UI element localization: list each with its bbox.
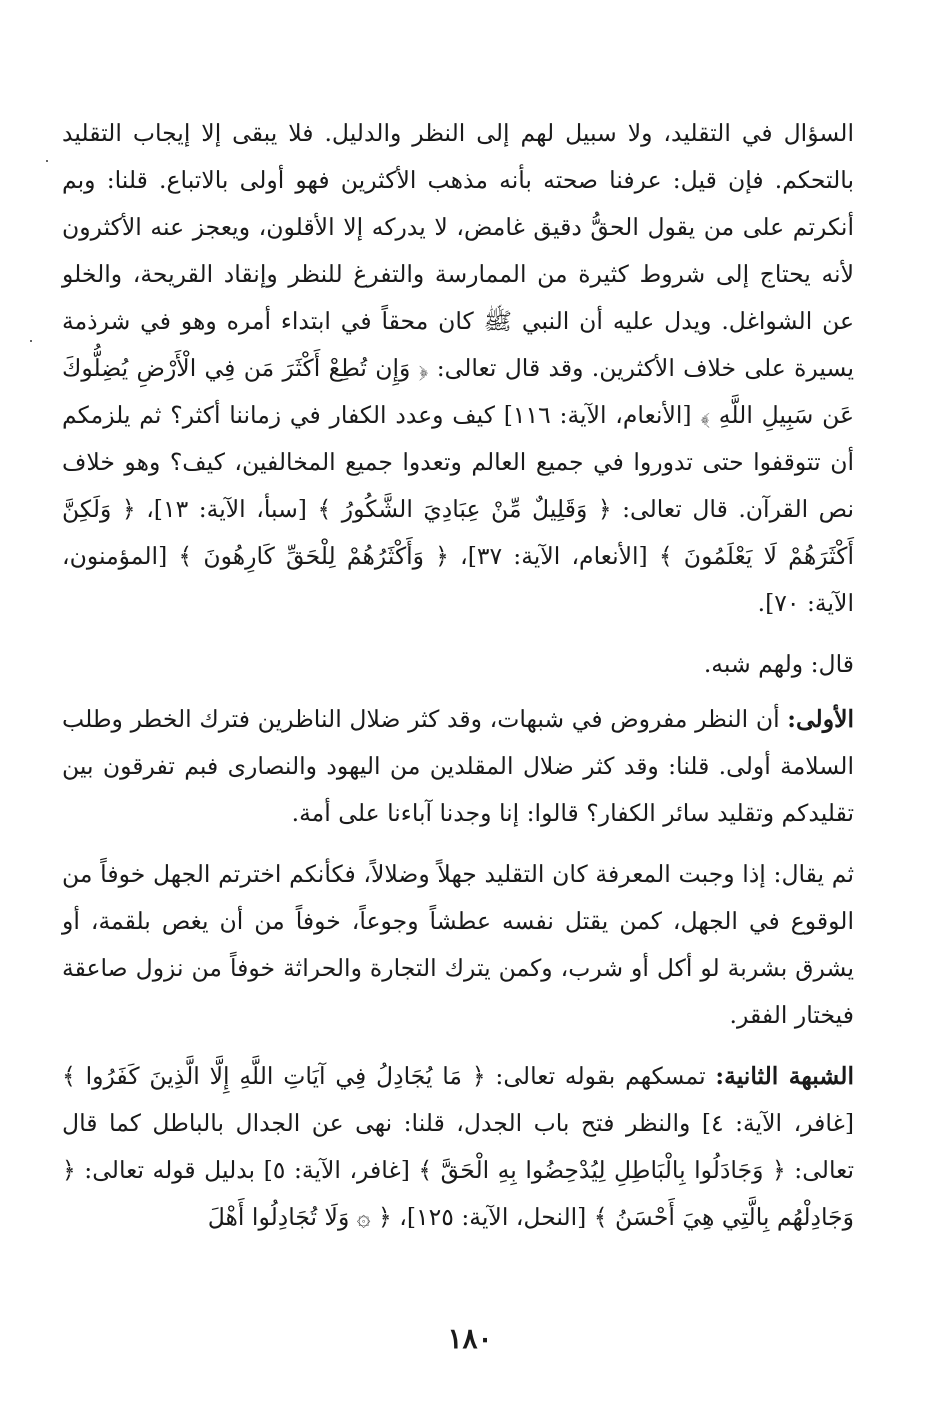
paragraph-doubts-intro — [62, 641, 854, 688]
paragraph-text: قال: ولهم شبه. — [703, 650, 854, 678]
scan-speck — [30, 340, 32, 342]
paragraph-ignorance — [62, 851, 854, 1039]
paragraph-second-doubt — [62, 1053, 854, 1241]
paragraph-intro — [62, 110, 854, 627]
paragraph-text: تمسكهم بقوله تعالى: ﴿ مَا يُجَادِلُ فِي آيَاتِ اللَّهِ إِلَّا الَّذِينَ كَفَرُوا ﴾ [غافر، الآية: ٤] والنظر فتح باب الجدل، قلنا: نهى عن الجدال بالباطل كما قال تعالى: ﴿ وَجَادَلُوا بِالْبَاطِلِ لِيُدْحِضُوا بِهِ الْحَقَّ ﴾ [غافر، الآية: ٥] بدليل قوله تعالى: ﴿ وَجَادِلْهُم بِالَّتِي هِيَ أَحْسَنُ ﴾ [النحل، الآية: ١٢٥]، ﴿ ۞ وَلَا تُجَادِلُوا أَهْلَ — [62, 1062, 854, 1231]
page-number: ١٨٠ — [447, 1322, 493, 1355]
paragraph-lead: الشبهة الثانية: — [715, 1062, 854, 1090]
page-body — [62, 110, 854, 1241]
paragraph-text: ثم يقال: إذا وجبت المعرفة كان التقليد جهلاً وضلالاً، فكأنكم اخترتم الجهل خوفاً من الوقوع في الجهل، كمن يقتل نفسه عطشاً وجوعاً، خوفاً من أن يغص بلقمة، أو يشرق بشربة لو أكل أو شرب، وكمن يترك التجارة والحراثة خوفاً من نزول صاعقة فيختار الفقر. — [62, 860, 854, 1029]
scan-speck — [46, 160, 48, 162]
paragraph-text: السؤال في التقليد، ولا سبيل لهم إلى النظر والدليل. فلا يبقى إلا إيجاب التقليد بالتحكم. فإن قيل: عرفنا صحته بأنه مذهب الأكثرين فهو أولى بالاتباع. قلنا: وبم أنكرتم على من يقول الحقُّ دقيق غامض، لا يدركه إلا الأقلون، ويعجز عنه الأكثرون لأنه يحتاج إلى شروط كثيرة من الممارسة والتفرغ للنظر وإنقاد القريحة، والخلو عن الشواغل. ويدل عليه أن النبي ﷺ كان محقاً في ابتداء أمره وهو في شرذمة يسيرة على خلاف الأكثرين. وقد قال تعالى: ﴿ وَإِن تُطِعْ أَكْثَرَ مَن فِي الْأَرْضِ يُضِلُّوكَ عَن سَبِيلِ اللَّهِ ﴾ [الأنعام، الآية: ١١٦] كيف وعدد الكفار في زماننا أكثر؟ ثم يلزمكم أن تتوقفوا حتى تدوروا في جميع العالم وتعدوا جميع المخالفين، كيف؟ وهو خلاف نص القرآن. قال تعالى: ﴿ وَقَلِيلٌ مِّنْ عِبَادِيَ الشَّكُورُ ﴾ [سبأ، الآية: ١٣]، ﴿ وَلَكِنَّ أَكْثَرَهُمْ لَا يَعْلَمُونَ ﴾ [الأنعام، الآية: ٣٧]، ﴿ وَأَكْثَرُهُمْ لِلْحَقِّ كَارِهُونَ ﴾ [المؤمنون، الآية: ٧٠]. — [62, 119, 854, 617]
paragraph-text: أن النظر مفروض في شبهات، وقد كثر ضلال الناظرين فترك الخطر وطلب السلامة أولى. قلنا: وقد كثر ضلال المقلدين من اليهود والنصارى فبم تفرقون بين تقليدكم وتقليد سائر الكفار؟ قالوا: إنا وجدنا آباءنا على أمة. — [62, 705, 854, 827]
paragraph-lead: الأولى: — [787, 705, 854, 733]
paragraph-first-doubt — [62, 696, 854, 837]
